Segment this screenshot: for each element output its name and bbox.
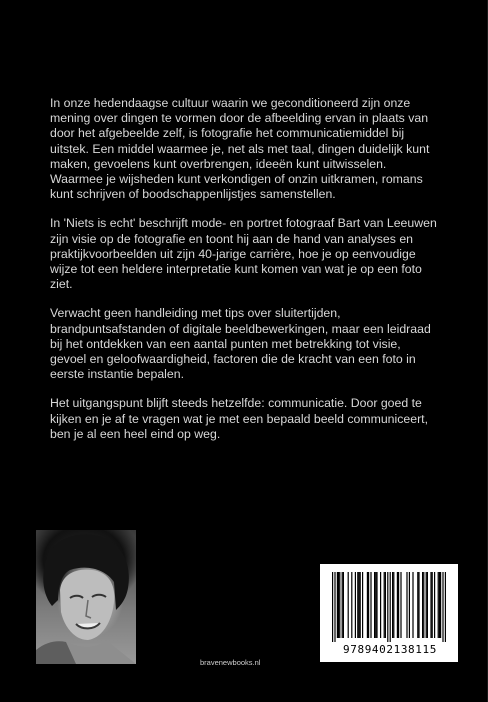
barcode-bar	[367, 572, 368, 638]
barcode-bar	[384, 572, 385, 638]
barcode-bar	[430, 572, 431, 638]
blurb-text	[50, 96, 440, 456]
isbn-barcode	[320, 564, 458, 662]
barcode-bar	[439, 572, 440, 638]
barcode-bar	[351, 572, 352, 638]
barcode-bar	[426, 572, 427, 638]
publisher-url: bravenewbooks.nl	[200, 658, 261, 667]
barcode-bar	[418, 572, 419, 638]
barcode-bar	[355, 572, 356, 638]
barcode-bar	[393, 572, 394, 638]
barcode-bar	[376, 572, 377, 638]
barcode-bar	[370, 572, 371, 638]
barcode-bars	[320, 564, 458, 644]
barcode-bar	[434, 572, 435, 638]
barcode-bar	[358, 572, 359, 638]
barcode-bar	[398, 572, 399, 638]
barcode-bar	[442, 572, 443, 642]
barcode-bar	[412, 572, 413, 638]
barcode-bar	[374, 572, 375, 638]
barcode-bar	[362, 572, 363, 638]
author-photo	[36, 530, 136, 664]
barcode-bar	[397, 572, 398, 638]
barcode-bar	[422, 572, 423, 638]
barcode-bar	[357, 572, 358, 638]
barcode-bar	[368, 572, 369, 638]
barcode-bar	[390, 572, 391, 642]
barcode-bar	[406, 572, 407, 638]
barcode-bar	[427, 572, 428, 638]
barcode-bar	[339, 572, 340, 638]
barcode-bar	[348, 572, 349, 638]
blurb-paragraph-2: In 'Niets is echt' beschrijft mode- en portret fotograaf Bart van Leeuwen zijn visie op de fotografie en toont hij aan de hand van analyses en praktijkvoorbeelden uit zijn 40-jarige carrière, hoe je op eenvoudige wijze tot een heldere interpretatie kunt komen van wat je op een foto ziet.	[50, 216, 437, 292]
barcode-bar	[423, 572, 424, 638]
barcode-bar	[400, 572, 401, 638]
barcode-bar	[385, 572, 386, 638]
barcode-bar	[438, 572, 439, 638]
barcode-bar	[445, 572, 446, 642]
barcode-bar	[334, 572, 335, 642]
barcode-bar	[380, 572, 381, 638]
isbn-number: 9789402138115	[343, 643, 437, 656]
barcode-bar	[342, 572, 343, 638]
barcode-bar	[387, 572, 388, 642]
barcode-bar	[343, 572, 344, 638]
blurb-paragraph-3: Verwacht geen handleiding met tips over sluitertijden, brandpuntsafstanden of digitale beeldbewerkingen, maar een leidraad bij het ontdekken van een aantal punten met betrekking tot visie, gevoel en geloofwaardigheid, factoren die de kracht van een foto in eerste instantie bepalen.	[50, 306, 431, 382]
blurb-paragraph-1: In onze hedendaagse cultuur waarin we geconditioneerd zijn onze mening over dingen te vormen door de afbeelding ervan in plaats van door het afgebeelde zelf, is fotografie het communicatiemiddel bij uitstek. Een middel waarmee je, net als met taal, dingen duidelijk kunt maken, gevoelens kunt overbrengen, ideeën kunt uitwisselen. Waarmee je wijsheden kunt verkondigen of onzin uitkramen, romans kunt schrijven of boodschappenlijstjes samenstellen.	[50, 96, 430, 202]
barcode-bar	[338, 572, 339, 638]
barcode-bar	[409, 572, 410, 638]
barcode-bar	[332, 572, 333, 642]
barcode-bar	[432, 572, 433, 638]
barcode-bar	[375, 572, 376, 638]
barcode-bar	[440, 572, 441, 638]
barcode-bar	[417, 572, 418, 638]
blurb-paragraph-4: Het uitgangspunt blijft steeds hetzelfde: communicatie. Door goed te kijken en je af te vragen wat je met een bepaald beeld communiceert, ben je al een heel eind op weg.	[50, 396, 429, 441]
barcode-bar	[360, 572, 361, 638]
barcode-bar	[392, 572, 393, 638]
barcode-bar	[337, 572, 338, 638]
